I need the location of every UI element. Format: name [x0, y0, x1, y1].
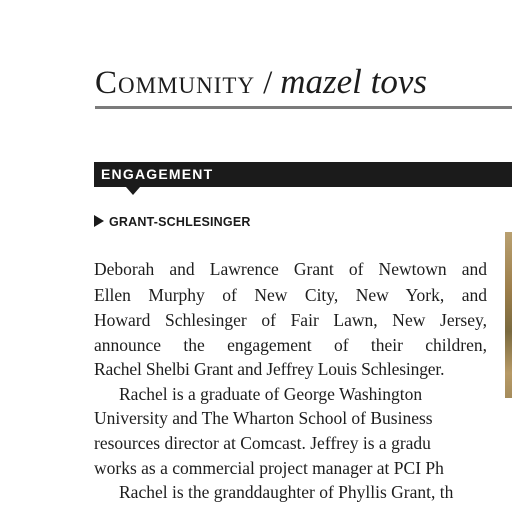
announcement-title: GRANT-SCHLESINGER	[109, 215, 251, 229]
body-line: announce the engagement of their children,	[94, 335, 487, 355]
body-line: Rachel Shelbi Grant and Jeffrey Louis Schlesinger.	[94, 359, 445, 379]
banner-pointer-icon	[126, 187, 140, 195]
section-banner	[94, 162, 512, 187]
body-line: Ellen Murphy of New City, New York, and	[94, 285, 487, 305]
subsection-title: mazel tovs	[280, 62, 428, 101]
page-header	[95, 64, 427, 100]
couple-photo	[505, 232, 512, 398]
triangle-right-icon	[94, 215, 104, 227]
header-rule	[95, 106, 512, 109]
body-line: works as a commercial project manager at PCI Ph	[94, 458, 444, 478]
header-separator: /	[263, 65, 273, 101]
section-title: Community	[95, 65, 256, 101]
body-line: Rachel is the granddaughter of Phyllis Grant, th	[119, 482, 454, 502]
body-line: Deborah and Lawrence Grant of Newtown and	[94, 259, 487, 279]
body-line: Rachel is a graduate of George Washington	[119, 384, 423, 404]
banner-label: ENGAGEMENT	[101, 166, 214, 182]
body-line: University and The Wharton School of Business	[94, 408, 433, 428]
announcement-heading	[94, 215, 251, 229]
body-line: Howard Schlesinger of Fair Lawn, New Jersey,	[94, 310, 487, 330]
body-line: resources director at Comcast. Jeffrey is a gradu	[94, 433, 431, 453]
